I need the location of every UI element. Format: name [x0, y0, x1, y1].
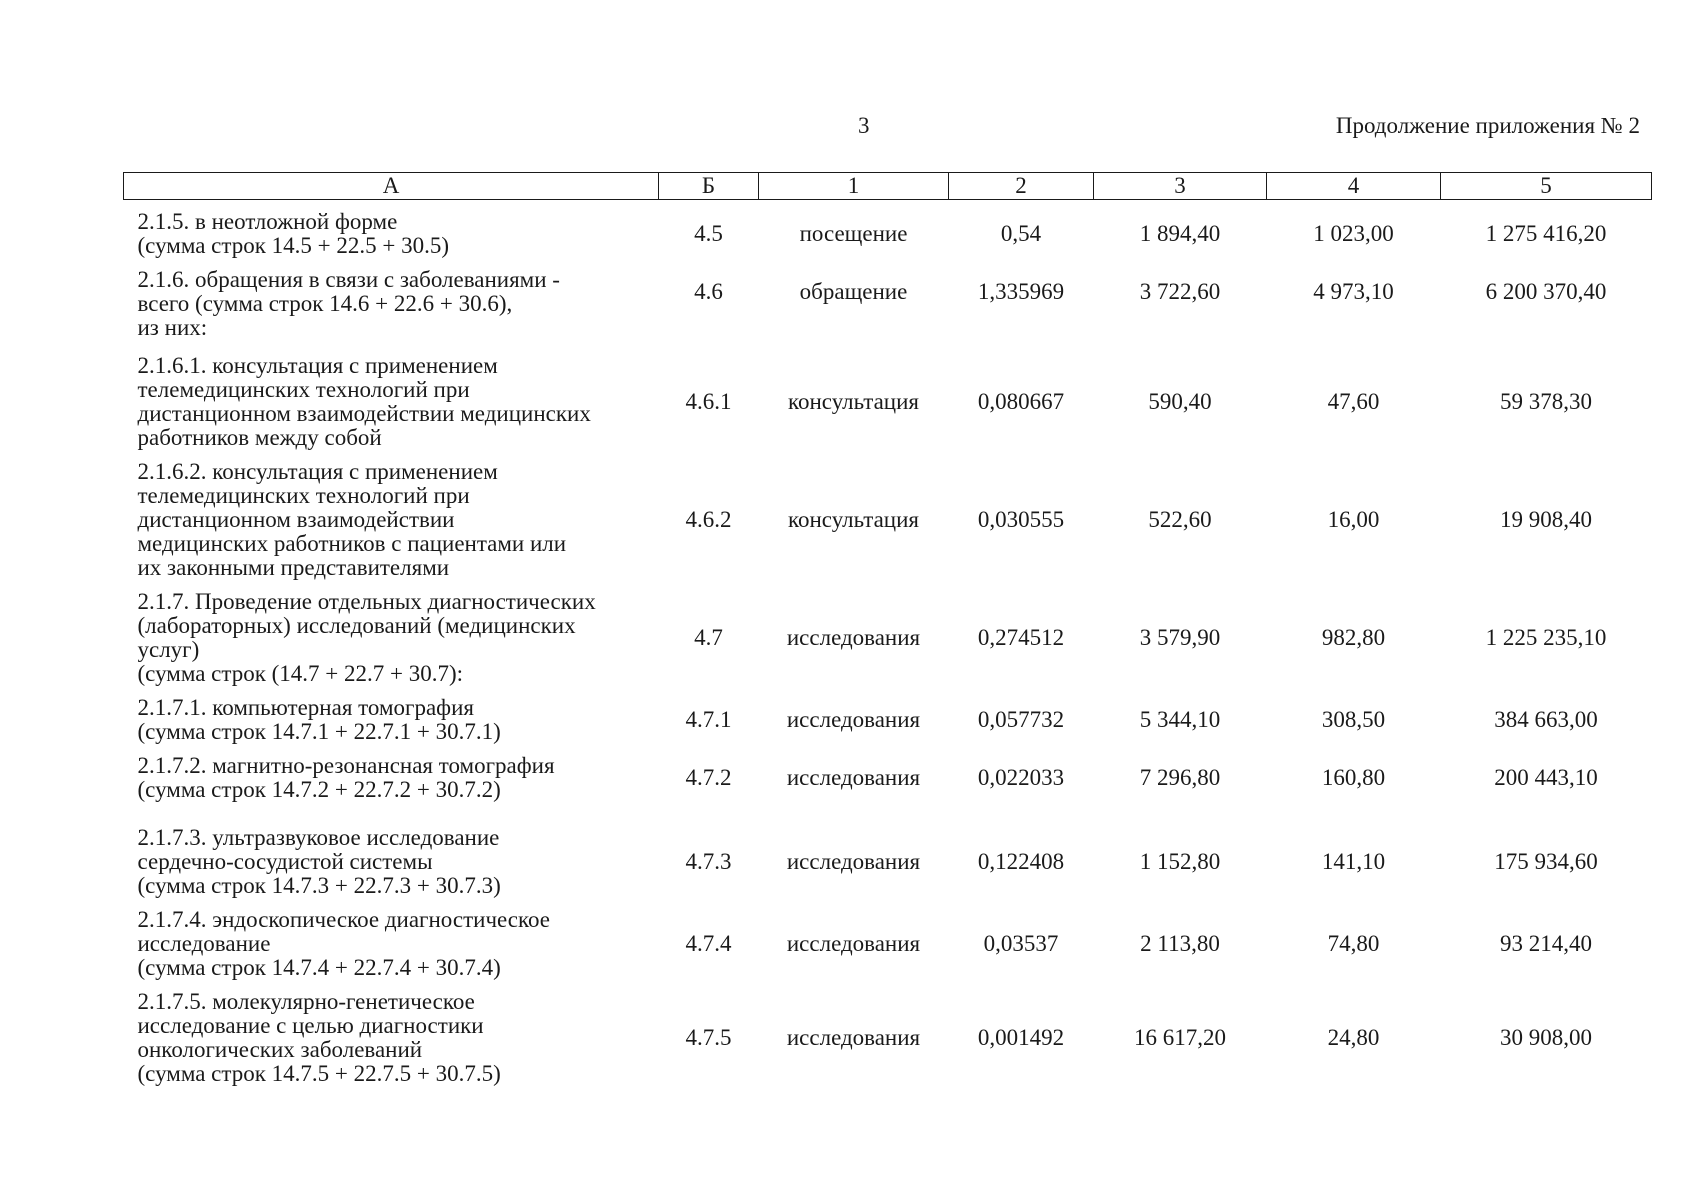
tariff-table — [123, 172, 1652, 1086]
row-value-2: 0,022033 — [977, 765, 1065, 790]
row-value-4: 308,50 — [1321, 707, 1386, 732]
row-label-line: (лабораторных) исследований (медицинских — [137, 613, 576, 638]
column-header-1: 1 — [759, 173, 949, 200]
table-row — [124, 744, 1652, 802]
row-label — [124, 898, 659, 980]
column-header-4: 4 — [1267, 173, 1441, 200]
row-label-line: (сумма строк 14.5 + 22.5 + 30.5) — [137, 233, 449, 258]
row-value-4: 160,80 — [1321, 765, 1386, 790]
row-value-3: 1 152,80 — [1139, 849, 1221, 874]
row-label-line: (сумма строк (14.7 + 22.7 + 30.7): — [137, 661, 464, 686]
row-value-4: 24,80 — [1327, 1025, 1380, 1050]
row-unit: исследования — [786, 765, 921, 790]
row-label — [124, 450, 659, 580]
row-value-2: 0,001492 — [977, 1025, 1065, 1050]
row-value-5: 384 663,00 — [1494, 707, 1598, 732]
row-code: 4.5 — [694, 221, 723, 246]
row-value-5 — [1441, 316, 1652, 344]
table-row — [124, 580, 1652, 686]
row-label-line: телемедицинских технологий при — [137, 483, 470, 508]
row-value-3: 1 894,40 — [1139, 221, 1221, 246]
row-unit: исследования — [786, 707, 921, 732]
row-label-line: 2.1.6.1. консультация с применением — [137, 353, 498, 378]
row-value-5: 30 908,00 — [1500, 1025, 1592, 1050]
row-label-line: работников между собой — [137, 425, 382, 450]
row-value-5: 1 225 235,10 — [1485, 625, 1607, 650]
row-label — [124, 744, 659, 802]
row-code: 4.6.1 — [685, 389, 732, 414]
row-label — [124, 980, 659, 1086]
row-code: 4.7.1 — [685, 707, 732, 732]
row-code: 4.7 — [694, 625, 723, 650]
row-label-line: (сумма строк 14.7.5 + 22.7.5 + 30.7.5) — [137, 1061, 501, 1086]
row-value-5: 200 443,10 — [1494, 765, 1598, 790]
row-unit: обращение — [799, 279, 908, 304]
row-code: 4.6.2 — [685, 507, 732, 532]
row-label-line: 2.1.6. обращения в связи с заболеваниями - — [137, 267, 560, 292]
row-label-line: их законными представителями — [137, 555, 450, 580]
row-value-2: 0,080667 — [977, 389, 1065, 414]
row-value-5: 175 934,60 — [1494, 849, 1598, 874]
appendix-continuation-note: Продолжение приложения № 2 — [1335, 113, 1640, 138]
row-label-line: исследование — [137, 931, 271, 956]
row-label-line: 2.1.7.4. эндоскопическое диагностическое — [137, 907, 550, 932]
table-row — [124, 898, 1652, 980]
row-code: 4.6 — [694, 279, 723, 304]
table-row — [124, 980, 1652, 1086]
row-label-line: 2.1.6.2. консультация с применением — [137, 459, 498, 484]
row-label-line: дистанционном взаимодействии — [137, 507, 455, 532]
row-value-4: 47,60 — [1327, 389, 1380, 414]
row-value-5: 1 275 416,20 — [1485, 221, 1607, 246]
row-value-4 — [1267, 316, 1441, 344]
page-number: 3 — [858, 113, 870, 138]
row-label-line: исследование с целью диагностики — [137, 1013, 484, 1038]
row-value-3: 5 344,10 — [1139, 707, 1221, 732]
row-label-line: 2.1.7.2. магнитно-резонансная томография — [137, 753, 555, 778]
table-row — [124, 450, 1652, 580]
table-row — [124, 316, 1652, 344]
row-label — [124, 802, 659, 898]
row-value-2: 1,335969 — [977, 279, 1065, 304]
table-row — [124, 200, 1652, 259]
row-label-line: онкологических заболеваний — [137, 1037, 423, 1062]
row-label-line: 2.1.5. в неотложной форме — [137, 209, 398, 234]
row-value-3: 2 113,80 — [1140, 931, 1220, 956]
row-label-line: (сумма строк 14.7.3 + 22.7.3 + 30.7.3) — [137, 873, 501, 898]
column-header-3: 3 — [1094, 173, 1267, 200]
row-value-2: 0,122408 — [977, 849, 1065, 874]
row-value-5: 6 200 370,40 — [1485, 279, 1607, 304]
row-label-line: медицинских работников с пациентами или — [137, 531, 567, 556]
row-code: 4.7.5 — [685, 1025, 732, 1050]
row-label-line: услуг) — [137, 637, 200, 662]
row-label — [124, 686, 659, 744]
row-value-3: 522,60 — [1148, 507, 1212, 532]
row-label-line: 2.1.7.1. компьютерная томография — [137, 695, 474, 720]
row-value-2: 0,54 — [1000, 221, 1042, 246]
table-row — [124, 344, 1652, 450]
row-value-4: 1 023,00 — [1313, 221, 1394, 246]
row-value-5: 19 908,40 — [1500, 507, 1592, 532]
row-unit: консультация — [787, 389, 920, 414]
row-value-4: 982,80 — [1321, 625, 1386, 650]
table-row — [124, 258, 1652, 316]
row-value-4: 16,00 — [1327, 507, 1380, 532]
row-label — [124, 344, 659, 450]
row-label — [124, 316, 659, 344]
table-row — [124, 686, 1652, 744]
row-value-2: 0,274512 — [977, 625, 1065, 650]
row-code: 4.7.3 — [685, 849, 732, 874]
row-label-line: телемедицинских технологий при — [137, 377, 470, 402]
column-header-b: Б — [659, 173, 759, 200]
row-label-line: 2.1.7.5. молекулярно-генетическое — [137, 989, 475, 1014]
row-code — [659, 316, 759, 344]
row-value-4: 141,10 — [1321, 849, 1386, 874]
row-label-line: (сумма строк 14.7.4 + 22.7.4 + 30.7.4) — [137, 955, 501, 980]
row-label-line: (сумма строк 14.7.1 + 22.7.1 + 30.7.1) — [137, 719, 501, 744]
row-value-5: 59 378,30 — [1500, 389, 1592, 414]
row-label-line: 2.1.7. Проведение отдельных диагностических — [137, 589, 596, 614]
row-value-5: 93 214,40 — [1500, 931, 1592, 956]
row-code: 4.7.4 — [685, 931, 732, 956]
row-unit: консультация — [787, 507, 920, 532]
row-label-line: из них: — [137, 315, 208, 340]
table-row — [124, 802, 1652, 898]
row-label-line: всего (сумма строк 14.6 + 22.6 + 30.6), — [137, 291, 513, 316]
row-value-2 — [949, 316, 1094, 344]
row-unit: посещение — [799, 221, 908, 246]
row-value-4: 74,80 — [1327, 931, 1380, 956]
row-unit — [759, 316, 949, 344]
column-header-2: 2 — [949, 173, 1094, 200]
row-value-3 — [1094, 316, 1267, 344]
column-header-a: А — [124, 173, 659, 200]
row-value-4: 4 973,10 — [1313, 279, 1394, 304]
row-value-3: 590,40 — [1148, 389, 1212, 414]
row-value-2: 0,03537 — [983, 931, 1059, 956]
row-unit: исследования — [786, 625, 921, 650]
row-unit: исследования — [786, 1025, 921, 1050]
row-value-3: 16 617,20 — [1134, 1025, 1226, 1050]
row-label — [124, 200, 659, 259]
row-unit: исследования — [786, 931, 921, 956]
column-header-row — [124, 173, 1652, 200]
row-label — [124, 580, 659, 686]
row-value-3: 7 296,80 — [1139, 765, 1221, 790]
row-unit: исследования — [786, 849, 921, 874]
row-value-3: 3 722,60 — [1139, 279, 1221, 304]
row-label-line: сердечно-сосудистой системы — [137, 849, 433, 874]
row-value-2: 0,030555 — [977, 507, 1065, 532]
row-label-line: 2.1.7.3. ультразвуковое исследование — [137, 825, 500, 850]
row-value-2: 0,057732 — [977, 707, 1065, 732]
column-header-5: 5 — [1441, 173, 1652, 200]
row-code: 4.7.2 — [685, 765, 732, 790]
row-label-line: дистанционном взаимодействии медицинских — [137, 401, 591, 426]
row-label — [124, 258, 659, 316]
row-label-line: (сумма строк 14.7.2 + 22.7.2 + 30.7.2) — [137, 777, 501, 802]
row-value-3: 3 579,90 — [1139, 625, 1221, 650]
